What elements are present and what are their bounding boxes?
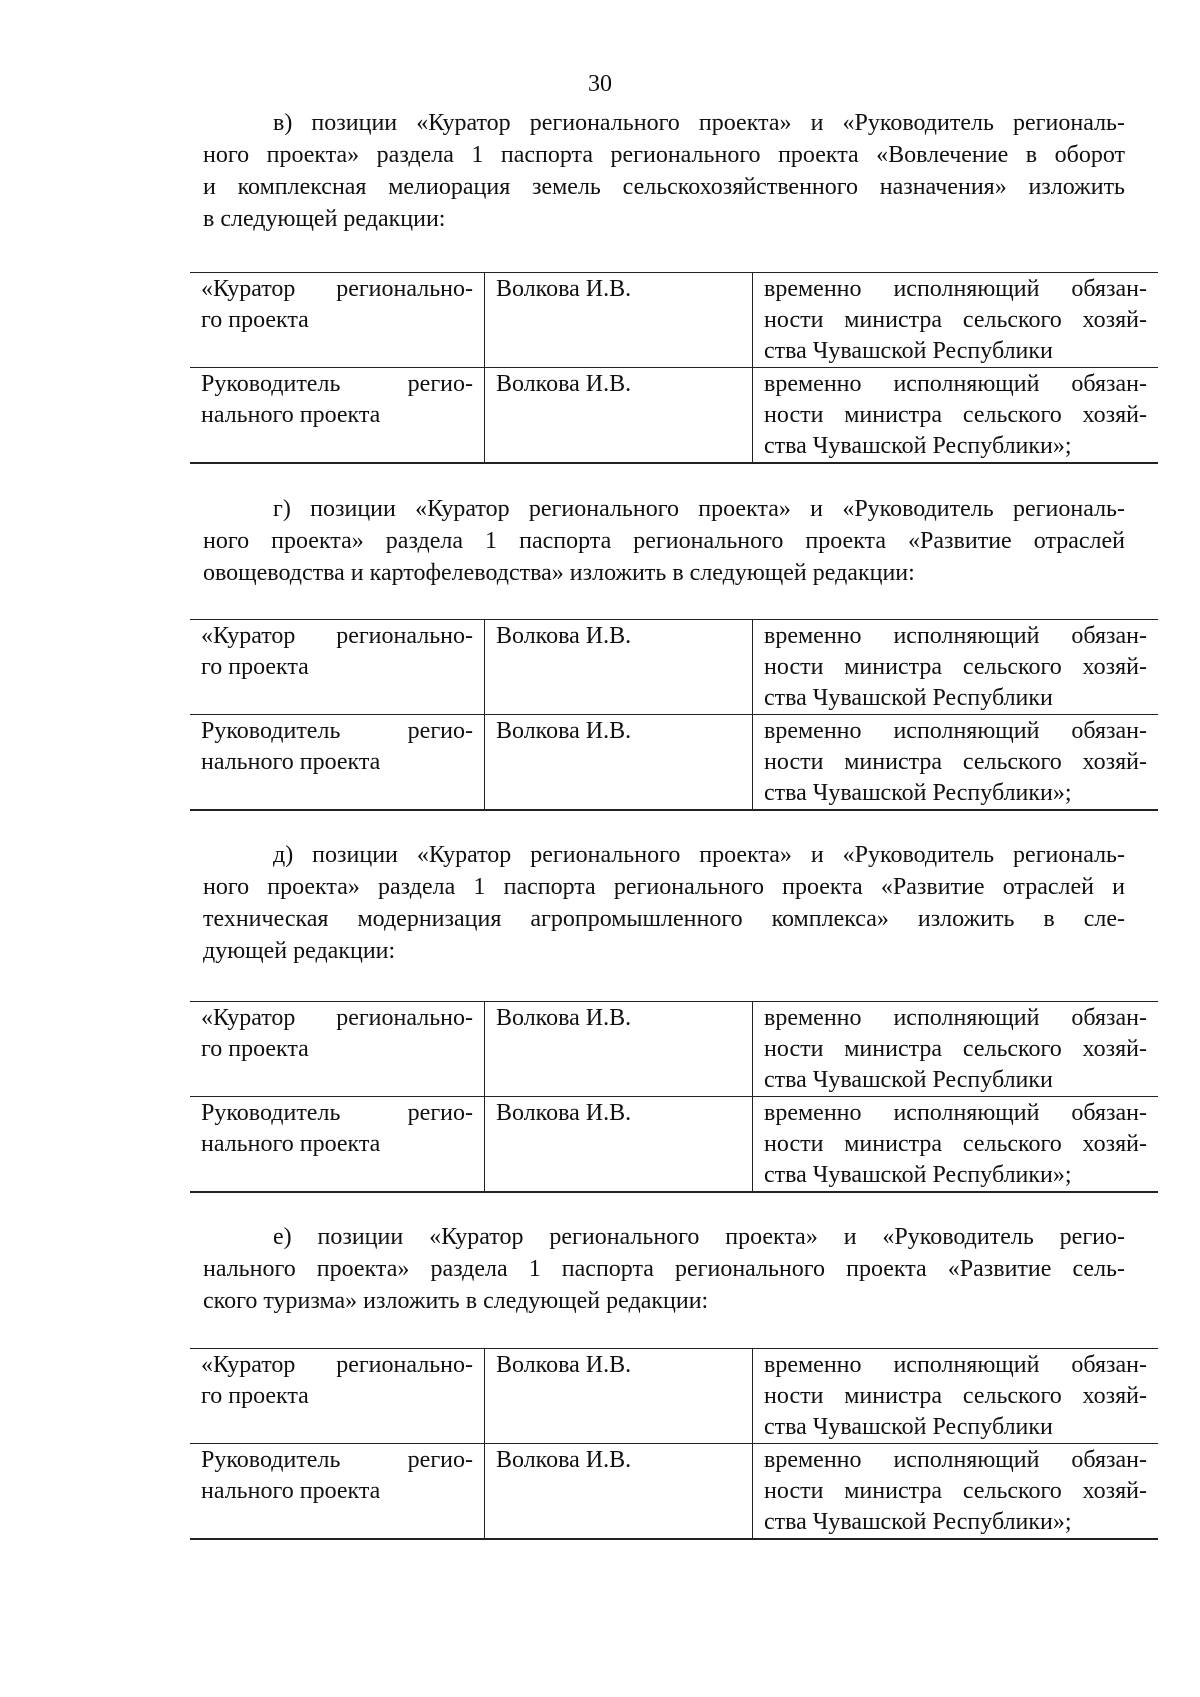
cell-line: ства Чувашской Республики [764, 1414, 1053, 1440]
paragraph-line: дующей редакции: [203, 938, 396, 964]
person-role-cell [753, 1444, 1159, 1540]
cell-line: Руководитель регио- [201, 718, 473, 744]
position-title-cell [190, 1444, 485, 1540]
positions-table [190, 619, 1158, 811]
person-role-cell [753, 273, 1159, 368]
position-title-cell [190, 620, 485, 715]
paragraph [203, 839, 1125, 967]
cell-line: ства Чувашской Республики»; [764, 780, 1072, 806]
cell-line: ности министра сельского хозяй- [764, 307, 1147, 333]
cell-line: ства Чувашской Республики [764, 338, 1053, 364]
person-name-cell: Волкова И.В. [485, 368, 753, 464]
paragraph-line: г) позиции «Куратор регионального проекта» и «Руководитель региональ- [273, 496, 1125, 522]
person-name-cell: Волкова И.В. [485, 273, 753, 368]
cell-line: го проекта [201, 1383, 309, 1409]
positions-table [190, 1348, 1158, 1540]
paragraph-line: и комплексная мелиорация земель сельскохозяйственного назначения» изложить [203, 174, 1125, 200]
person-name-cell: Волкова И.В. [485, 715, 753, 811]
cell-line: ства Чувашской Республики»; [764, 1162, 1072, 1188]
table-row [190, 368, 1158, 464]
cell-line: нального проекта [201, 1131, 381, 1157]
cell-line: ности министра сельского хозяй- [764, 654, 1147, 680]
table-row [190, 715, 1158, 811]
cell-line: временно исполняющий обязан- [764, 276, 1147, 302]
cell-line: Руководитель регио- [201, 1100, 473, 1126]
cell-line: временно исполняющий обязан- [764, 1005, 1147, 1031]
page-number: 30 [588, 71, 612, 97]
cell-line: ства Чувашской Республики [764, 1067, 1053, 1093]
table-row [190, 1349, 1158, 1444]
paragraph-line: д) позиции «Куратор регионального проекта» и «Руководитель региональ- [273, 842, 1125, 868]
positions-table [190, 1001, 1158, 1193]
table-row [190, 1097, 1158, 1193]
position-title-cell [190, 1349, 485, 1444]
paragraph [203, 493, 1125, 589]
paragraph-line: ного проекта» раздела 1 паспорта регионального проекта «Развитие отраслей и [203, 874, 1125, 900]
positions-table [190, 272, 1158, 464]
table-row [190, 1444, 1158, 1540]
table-row [190, 273, 1158, 368]
position-title-cell [190, 715, 485, 811]
position-title-cell [190, 1002, 485, 1097]
table-row [190, 1002, 1158, 1097]
cell-line: го проекта [201, 654, 309, 680]
cell-line: временно исполняющий обязан- [764, 1352, 1147, 1378]
person-role-cell [753, 368, 1159, 464]
cell-line: «Куратор регионально- [201, 623, 473, 649]
paragraph-line: техническая модернизация агропромышленного комплекса» изложить в сле- [203, 906, 1125, 932]
cell-line: Руководитель регио- [201, 371, 473, 397]
cell-line: ства Чувашской Республики»; [764, 433, 1072, 459]
cell-line: временно исполняющий обязан- [764, 371, 1147, 397]
cell-line: го проекта [201, 1036, 309, 1062]
cell-line: ности министра сельского хозяй- [764, 1478, 1147, 1504]
cell-line: Руководитель регио- [201, 1447, 473, 1473]
cell-line: ности министра сельского хозяй- [764, 749, 1147, 775]
cell-line: нального проекта [201, 749, 381, 775]
cell-line: нального проекта [201, 402, 381, 428]
person-name-cell: Волкова И.В. [485, 1444, 753, 1540]
person-name-cell: Волкова И.В. [485, 1097, 753, 1193]
paragraph-line: овощеводства и картофелеводства» изложить в следующей редакции: [203, 560, 915, 586]
person-role-cell [753, 1097, 1159, 1193]
paragraph-line: е) позиции «Куратор регионального проекта» и «Руководитель регио- [273, 1224, 1125, 1250]
cell-line: «Куратор регионально- [201, 1005, 473, 1031]
person-name-cell: Волкова И.В. [485, 1002, 753, 1097]
table-row [190, 620, 1158, 715]
paragraph-line: ного проекта» раздела 1 паспорта регионального проекта «Вовлечение в оборот [203, 142, 1125, 168]
paragraph-line: в следующей редакции: [203, 206, 446, 232]
position-title-cell [190, 273, 485, 368]
paragraph-line: ного проекта» раздела 1 паспорта регионального проекта «Развитие отраслей [203, 528, 1125, 554]
paragraph [203, 107, 1125, 235]
cell-line: временно исполняющий обязан- [764, 718, 1147, 744]
person-role-cell [753, 715, 1159, 811]
person-role-cell [753, 1349, 1159, 1444]
cell-line: ства Чувашской Республики»; [764, 1509, 1072, 1535]
cell-line: ности министра сельского хозяй- [764, 1036, 1147, 1062]
cell-line: ства Чувашской Республики [764, 685, 1053, 711]
person-role-cell [753, 1002, 1159, 1097]
person-role-cell [753, 620, 1159, 715]
paragraph [203, 1221, 1125, 1317]
cell-line: го проекта [201, 307, 309, 333]
cell-line: временно исполняющий обязан- [764, 623, 1147, 649]
position-title-cell [190, 1097, 485, 1193]
cell-line: «Куратор регионально- [201, 1352, 473, 1378]
cell-line: нального проекта [201, 1478, 381, 1504]
cell-line: ности министра сельского хозяй- [764, 1383, 1147, 1409]
person-name-cell: Волкова И.В. [485, 1349, 753, 1444]
paragraph-line: ского туризма» изложить в следующей редакции: [203, 1288, 709, 1314]
person-name-cell: Волкова И.В. [485, 620, 753, 715]
paragraph-line: в) позиции «Куратор регионального проекта» и «Руководитель региональ- [273, 110, 1125, 136]
cell-line: «Куратор регионально- [201, 276, 473, 302]
cell-line: ности министра сельского хозяй- [764, 402, 1147, 428]
cell-line: ности министра сельского хозяй- [764, 1131, 1147, 1157]
position-title-cell [190, 368, 485, 464]
paragraph-line: нального проекта» раздела 1 паспорта регионального проекта «Развитие сель- [203, 1256, 1125, 1282]
cell-line: временно исполняющий обязан- [764, 1100, 1147, 1126]
cell-line: временно исполняющий обязан- [764, 1447, 1147, 1473]
